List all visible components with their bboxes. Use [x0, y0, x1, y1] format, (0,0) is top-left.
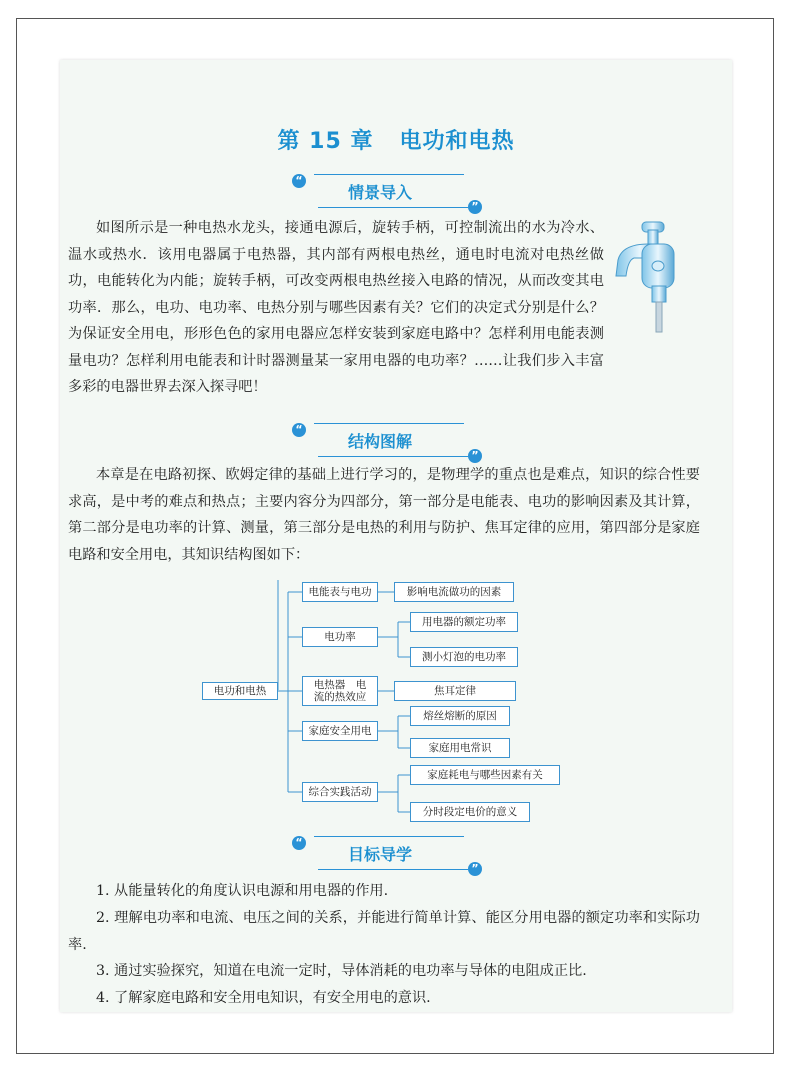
knowledge-structure-diagram — [200, 580, 600, 840]
chapter-name: 电功和电热 — [399, 129, 515, 154]
section-heading-intro — [292, 174, 479, 213]
diagram-leaf-node: 家庭用电常识 — [410, 738, 510, 758]
quote-close-icon: ” — [468, 862, 482, 876]
section-heading-label: 目标导学 — [347, 845, 412, 864]
book-page — [60, 60, 732, 1012]
quote-open-icon: “ — [292, 423, 306, 437]
diagram-leaf-node: 家庭耗电与哪些因素有关 — [410, 765, 560, 785]
goal-item: 2. 理解电功率和电流、电压之间的关系，并能进行简单计算、能区分用电器的额定功率和实际功率. — [68, 910, 700, 953]
goal-item: 3. 通过实验探究，知道在电流一定时，导体消耗的电功率与导体的电阻成正比. — [96, 963, 587, 979]
faucet-illustration — [612, 218, 686, 334]
section-heading-structure — [292, 423, 479, 462]
quote-open-icon: “ — [292, 836, 306, 850]
diagram-leaf-node: 测小灯泡的电功率 — [410, 647, 518, 667]
quote-close-icon: ” — [468, 200, 482, 214]
diagram-connectors — [200, 580, 600, 840]
chapter-number: 第 15 章 — [277, 129, 374, 154]
structure-paragraph: 本章是在电路初探、欧姆定律的基础上进行学习的，是物理学的重点也是难点，知识的综合性要求高，是中考的难点和热点；主要内容分为四部分，第一部分是电能表、电功的影响因素及其计算，第二部分是电功率的计算、测量，第三部分是电热的利用与防护、焦耳定律的应用，第四部分是家庭电路和安全用电，其知识结构图如下： — [68, 467, 700, 563]
diagram-leaf-node: 用电器的额定功率 — [410, 612, 518, 632]
diagram-branch-node: 综合实践活动 — [302, 782, 378, 802]
diagram-root-node: 电功和电热 — [202, 682, 278, 700]
chapter-title — [60, 124, 732, 155]
section-heading-label: 情景导入 — [347, 183, 412, 202]
diagram-leaf-node: 熔丝熔断的原因 — [410, 706, 510, 726]
section-heading-goals — [292, 836, 479, 875]
intro-paragraph: 如图所示是一种电热水龙头，接通电源后，旋转手柄，可控制流出的水为冷水、温水或热水．该用电器属于电热器，其内部有两根电热丝，通电时电流对电热丝做功，电能转化为内能；旋转手柄，可改变两根电热丝接入电路的情况，从而改变其电功率．那么，电功、电功率、电热分别与哪些因素有关？它们的决定式分别是什么？为保证安全用电，形形色色的家用电器应怎样安装到家庭电路中？怎样利用电能表测量电功？怎样利用电能表和计时器测量某一家用电器的电功率？……让我们步入丰富多彩的电器世界去深入探寻吧！ — [68, 220, 604, 395]
diagram-branch-node: 电功率 — [302, 627, 378, 647]
diagram-branch-node: 电热器 电流的热效应 — [302, 676, 378, 706]
diagram-branch-node: 家庭安全用电 — [302, 721, 378, 741]
diagram-leaf-node: 影响电流做功的因素 — [394, 582, 514, 602]
section-heading-label: 结构图解 — [347, 432, 412, 451]
diagram-leaf-node: 分时段定电价的意义 — [410, 802, 530, 822]
quote-close-icon: ” — [468, 449, 482, 463]
goal-item: 4. 了解家庭电路和安全用电知识，有安全用电的意识. — [96, 990, 431, 1006]
quote-open-icon: “ — [292, 174, 306, 188]
goal-item: 1. 从能量转化的角度认识电源和用电器的作用. — [96, 883, 389, 899]
diagram-leaf-node: 焦耳定律 — [394, 681, 516, 701]
diagram-branch-node: 电能表与电功 — [302, 582, 378, 602]
